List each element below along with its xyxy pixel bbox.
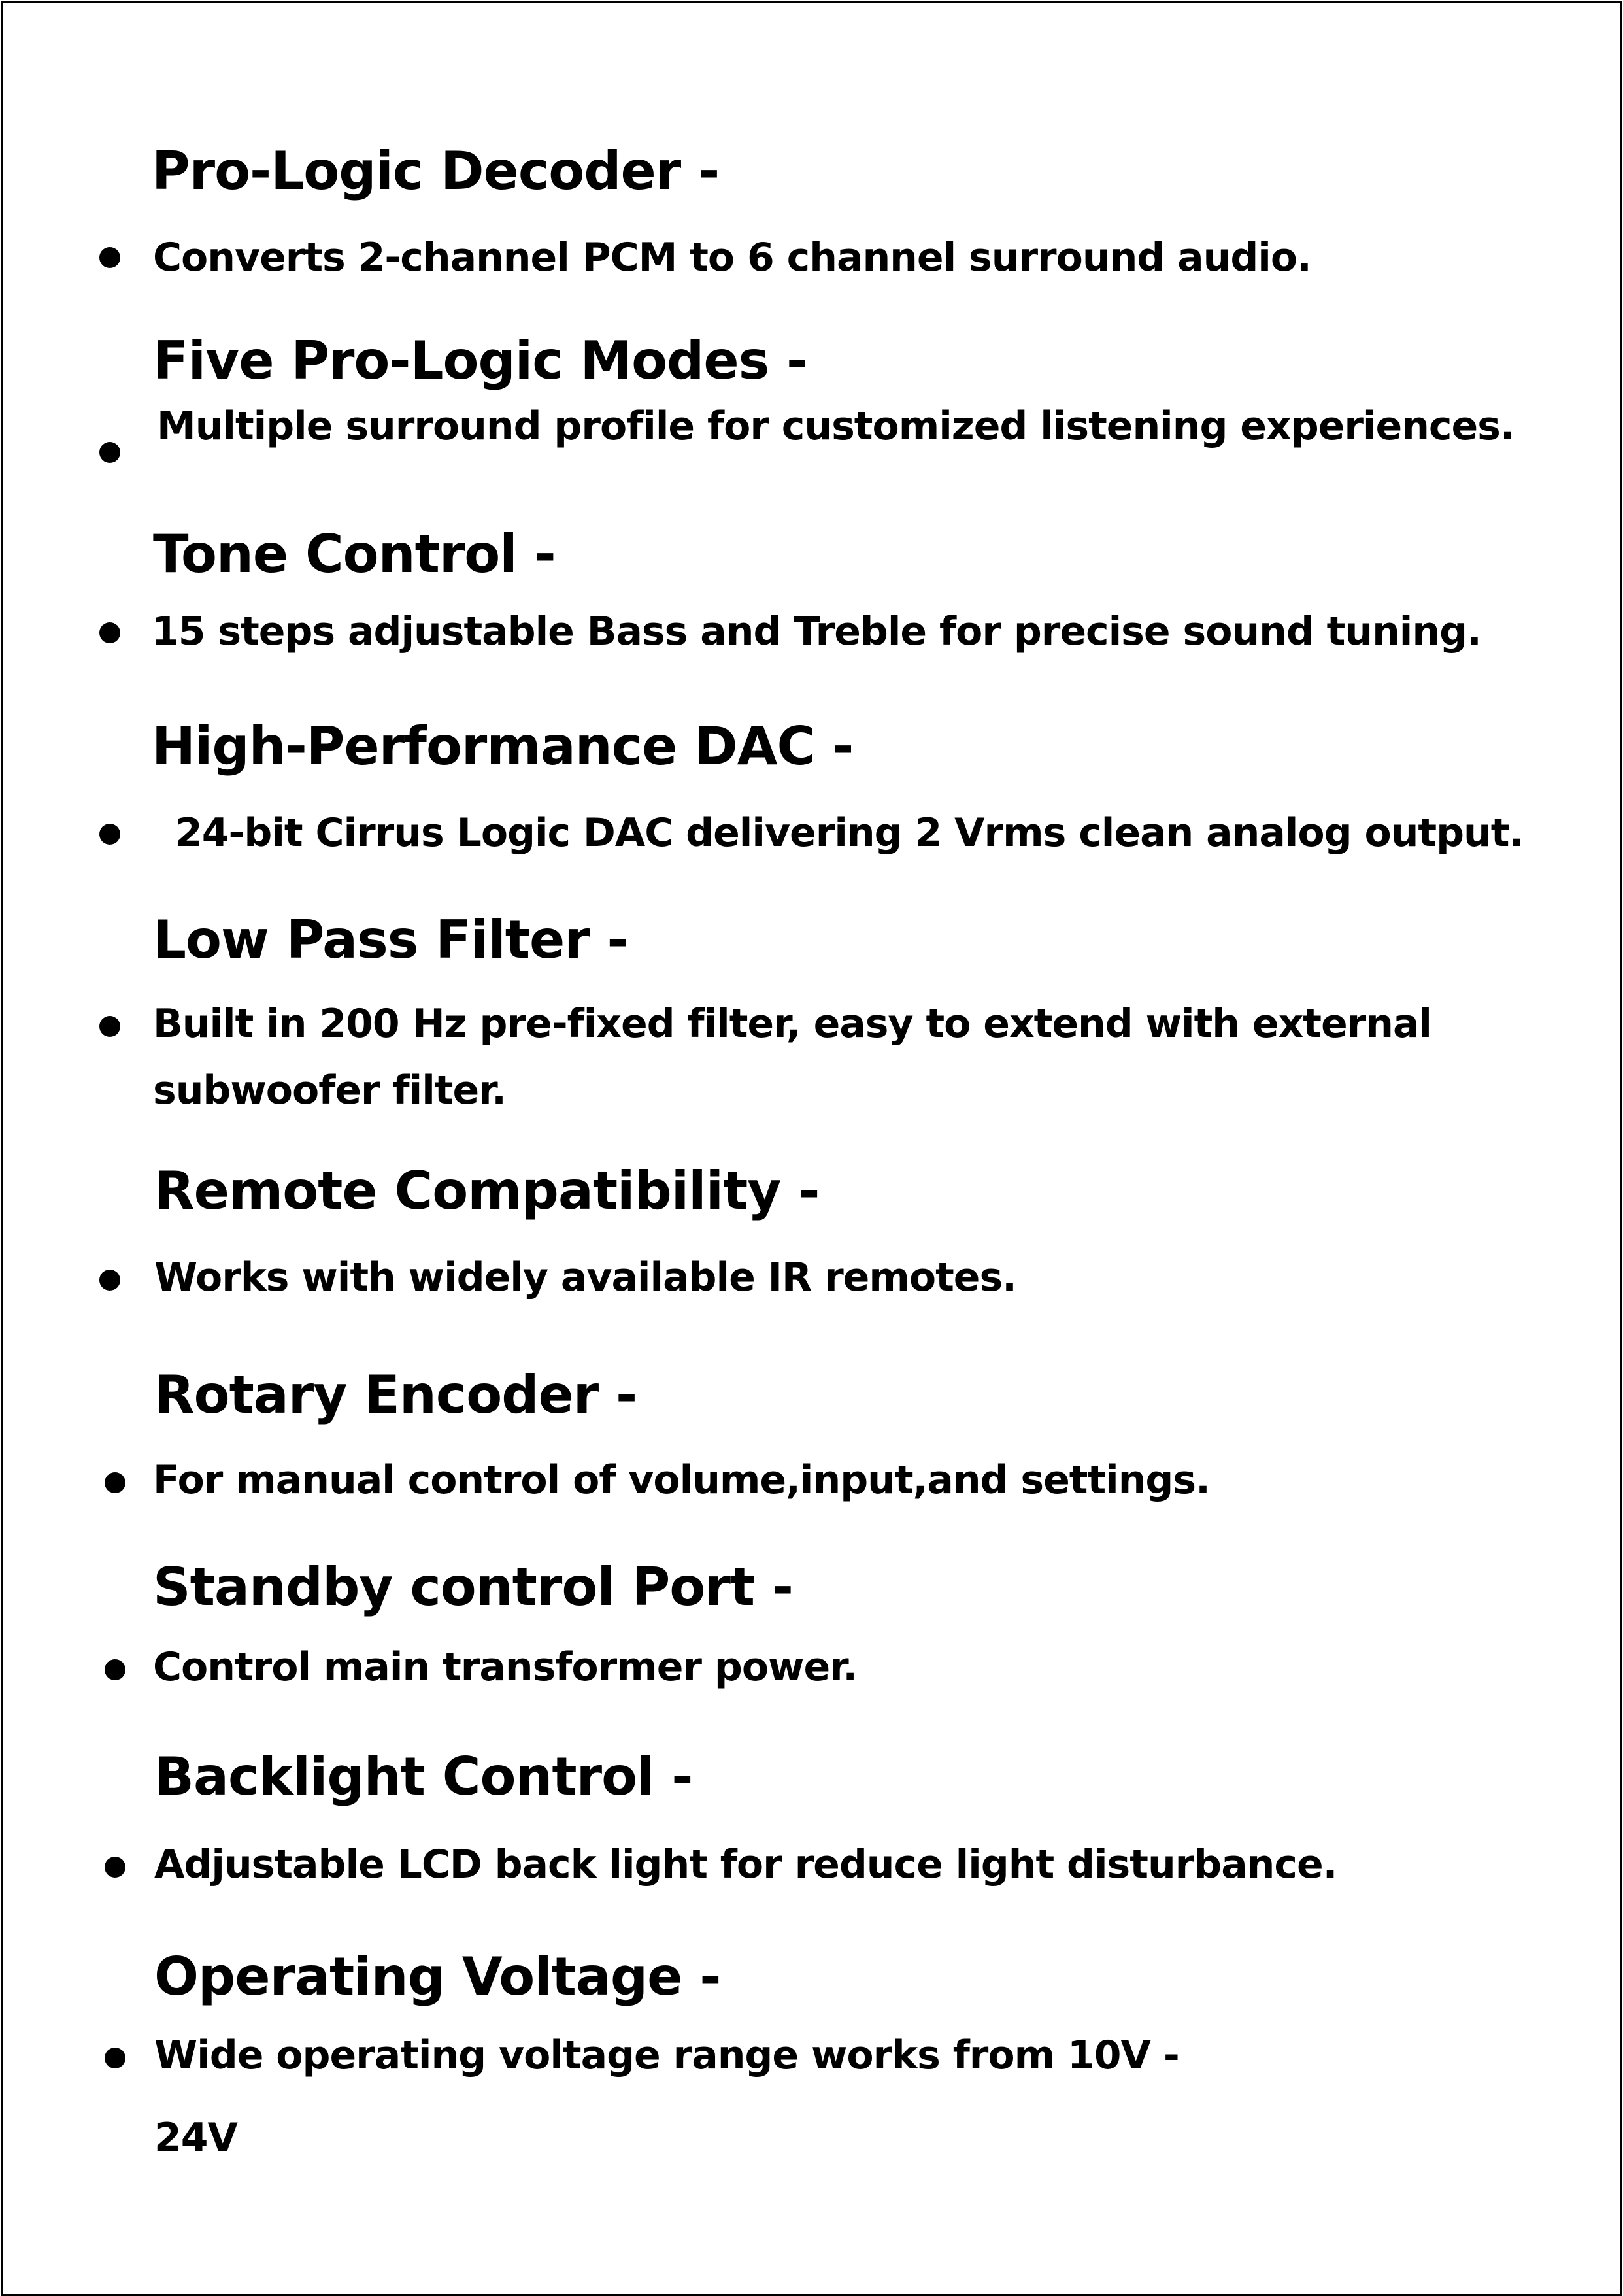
- feature-description-low-pass-filter-line-1: Built in 200 Hz pre-fixed filter, easy to extend with external: [153, 1001, 1431, 1047]
- feature-description-operating-voltage-line-2: 24V: [154, 2115, 237, 2161]
- feature-description-rotary-encoder: For manual control of volume,input,and settings.: [153, 1457, 1210, 1503]
- bullet-icon: [99, 1270, 120, 1291]
- bullet-icon: [99, 442, 120, 463]
- bullet-icon: [105, 2048, 125, 2068]
- feature-heading-remote-compatibility: Remote Compatibility -: [154, 1160, 820, 1221]
- bullet-icon: [99, 622, 120, 643]
- feature-heading-standby-control-port: Standby control Port -: [153, 1557, 793, 1617]
- bullet-icon: [105, 1659, 125, 1680]
- bullet-icon: [105, 1857, 125, 1878]
- bullet-icon: [105, 1472, 125, 1493]
- feature-description-low-pass-filter-line-2: subwoofer filter.: [153, 1068, 506, 1113]
- feature-heading-rotary-encoder: Rotary Encoder -: [154, 1364, 637, 1425]
- feature-heading-backlight-control: Backlight Control -: [154, 1746, 693, 1807]
- bullet-icon: [99, 247, 120, 268]
- feature-description-remote-compatibility: Works with widely available IR remotes.: [154, 1255, 1016, 1300]
- bullet-icon: [99, 824, 120, 845]
- feature-description-standby-control-port: Control main transformer power.: [153, 1644, 858, 1690]
- bullet-icon: [99, 1016, 120, 1037]
- feature-heading-low-pass-filter: Low Pass Filter -: [153, 909, 628, 970]
- feature-heading-high-performance-dac: High-Performance DAC -: [152, 716, 854, 777]
- feature-description-five-pro-logic-modes: Multiple surround profile for customized listening experiences.: [157, 403, 1514, 449]
- feature-description-pro-logic-decoder: Converts 2-channel PCM to 6 channel surround audio.: [153, 235, 1311, 280]
- feature-description-high-performance-dac: 24-bit Cirrus Logic DAC delivering 2 Vrms clean analog output.: [175, 810, 1524, 856]
- feature-heading-tone-control: Tone Control -: [153, 524, 556, 584]
- feature-description-tone-control: 15 steps adjustable Bass and Treble for precise sound tuning.: [152, 609, 1481, 654]
- feature-description-operating-voltage-line-1: Wide operating voltage range works from 10V -: [154, 2033, 1179, 2078]
- feature-description-backlight-control: Adjustable LCD back light for reduce light disturbance.: [154, 1842, 1337, 1887]
- feature-heading-pro-logic-decoder: Pro-Logic Decoder -: [152, 141, 720, 201]
- feature-heading-five-pro-logic-modes: Five Pro-Logic Modes -: [153, 330, 808, 391]
- feature-heading-operating-voltage: Operating Voltage -: [154, 1946, 721, 2007]
